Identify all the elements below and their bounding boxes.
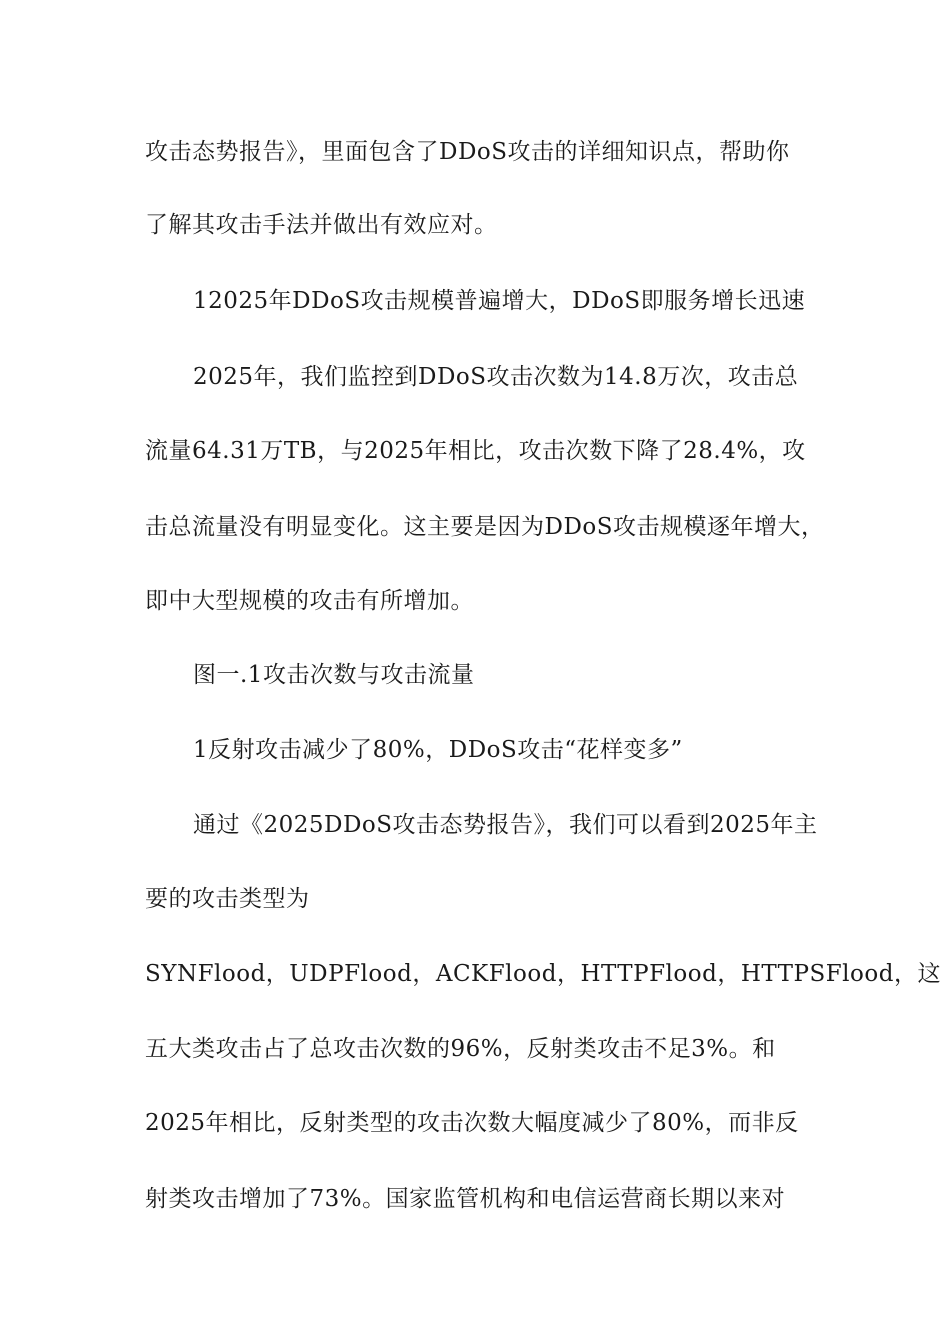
section-heading: 1反射攻击减少了80%，DDoS攻击“花样变多” bbox=[193, 737, 683, 763]
section-heading: 12025年DDoS攻击规模普遍增大，DDoS即服务增长迅速 bbox=[193, 288, 806, 314]
paragraph-line: 即中大型规模的攻击有所增加。 bbox=[145, 588, 474, 614]
figure-caption: 图一.1攻击次数与攻击流量 bbox=[193, 662, 475, 688]
paragraph-line: 2025年，我们监控到DDoS攻击次数为14.8万次，攻击总 bbox=[193, 364, 799, 390]
paragraph-line: 流量64.31万TB，与2025年相比，攻击次数下降了28.4%，攻 bbox=[145, 438, 806, 464]
paragraph-line: 了解其攻击手法并做出有效应对。 bbox=[145, 212, 498, 238]
paragraph-line: 要的攻击类型为 bbox=[145, 886, 310, 912]
paragraph-line: 射类攻击增加了73%。国家监管机构和电信运营商长期以来对 bbox=[145, 1186, 786, 1212]
paragraph-line: 五大类攻击占了总攻击次数的96%，反射类攻击不足3%。和 bbox=[145, 1036, 776, 1062]
paragraph-line: 击总流量没有明显变化。这主要是因为DDoS攻击规模逐年增大， bbox=[145, 514, 825, 540]
paragraph-line: 2025年相比，反射类型的攻击次数大幅度减少了80%，而非反 bbox=[145, 1110, 799, 1136]
paragraph-line: 攻击态势报告》，里面包含了DDoS攻击的详细知识点，帮助你 bbox=[145, 139, 790, 165]
paragraph-line: 通过《2025DDoS攻击态势报告》，我们可以看到2025年主 bbox=[193, 812, 818, 838]
paragraph-line: SYNFlood，UDPFlood，ACKFlood，HTTPFlood，HTTPSFlood，这 bbox=[145, 961, 941, 987]
